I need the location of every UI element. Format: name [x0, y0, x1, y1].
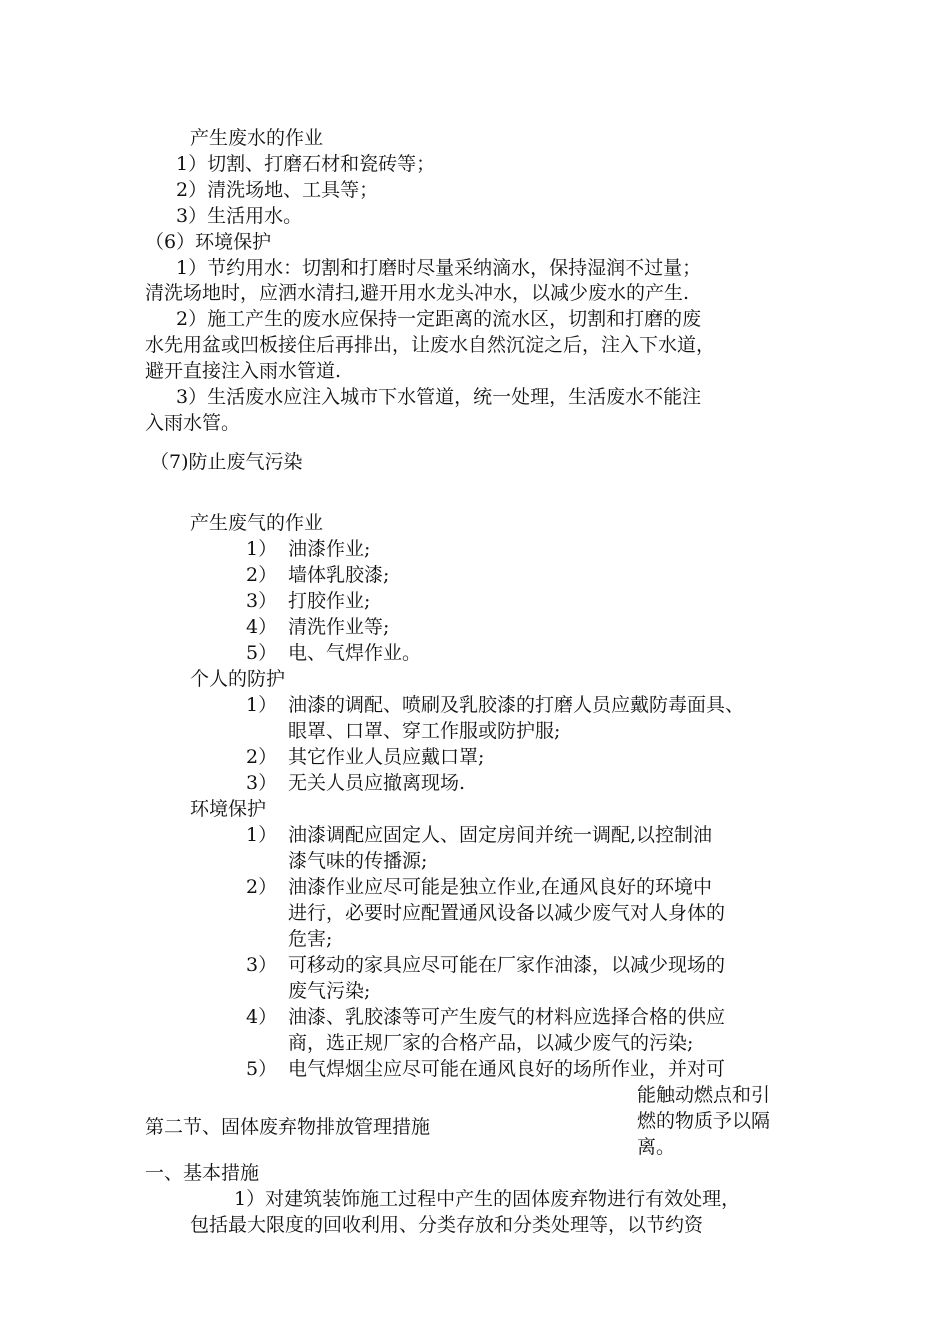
chapter-title: 第二节、固体废弃物排放管理措施	[145, 1116, 431, 1138]
list-item: 其它作业人员应戴口罩;	[288, 746, 485, 768]
waste-water-heading: 产生废水的作业	[190, 127, 324, 149]
subsection-title: 一、基本措施	[145, 1162, 260, 1184]
list-item: 进行，必要时应配置通风设备以减少废气对人身体的	[288, 902, 726, 924]
list-item: 油漆、乳胶漆等可产生废气的材料应选择合格的供应	[288, 1006, 726, 1028]
paragraph-line: 包括最大限度的回收利用、分类存放和分类处理等，以节约资	[190, 1214, 704, 1236]
list-number: 1）	[246, 694, 278, 716]
list-item: 墙体乳胶漆;	[288, 564, 390, 586]
section6-title: （6）环境保护	[145, 231, 272, 253]
overflow-text: 离。	[637, 1136, 676, 1158]
list-item: 油漆作业应尽可能是独立作业,在通风良好的环境中	[288, 876, 713, 898]
list-item: 商，选正规厂家的合格产品，以减少废气的污染;	[288, 1032, 694, 1054]
list-item: 油漆调配应固定人、固定房间并统一调配,以控制油	[288, 824, 713, 846]
paragraph-line: 1）节约用水：切割和打磨时尽量采纳滴水，保持湿润不过量；	[176, 257, 702, 279]
list-item: 2）清洗场地、工具等；	[176, 179, 379, 201]
list-item: 1）切割、打磨石材和瓷砖等；	[176, 153, 436, 175]
overflow-text: 能触动燃点和引	[637, 1084, 771, 1106]
list-item: 危害;	[288, 928, 333, 950]
list-number: 3）	[246, 772, 278, 794]
list-number: 5）	[246, 642, 278, 664]
list-item: 打胶作业;	[288, 590, 371, 612]
list-item: 清洗作业等;	[288, 616, 390, 638]
paragraph-line: 避开直接注入雨水管道.	[145, 360, 342, 382]
list-number: 2）	[246, 746, 278, 768]
list-item: 3）生活用水。	[176, 205, 303, 227]
list-number: 4）	[246, 616, 278, 638]
env-protection-heading: 环境保护	[190, 798, 267, 820]
paragraph-line: 3）生活废水应注入城市下水管道，统一处理，生活废水不能注	[176, 386, 702, 408]
list-number: 1）	[246, 538, 278, 560]
paragraph-line: 水先用盆或凹板接住后再排出，让废水自然沉淀之后，注入下水道，	[145, 334, 716, 356]
list-item: 眼罩、口罩、穿工作服或防护服;	[288, 720, 561, 742]
list-item: 电气焊烟尘应尽可能在通风良好的场所作业，并对可	[288, 1058, 726, 1080]
paragraph-line: 1）对建筑装饰施工过程中产生的固体废弃物进行有效处理，	[234, 1188, 741, 1210]
list-item: 油漆作业;	[288, 538, 371, 560]
list-item: 无关人员应撤离现场.	[288, 772, 466, 794]
waste-gas-heading: 产生废气的作业	[190, 512, 324, 534]
paragraph-line: 2）施工产生的废水应保持一定距离的流水区，切割和打磨的废	[176, 308, 702, 330]
list-number: 4）	[246, 1006, 278, 1028]
section7-title: （7)防止废气污染	[150, 451, 303, 473]
list-number: 1）	[246, 824, 278, 846]
paragraph-line: 清洗场地时，应洒水清扫,避开用水龙头冲水，以减少废水的产生.	[145, 282, 690, 304]
list-number: 2）	[246, 876, 278, 898]
list-number: 5）	[246, 1058, 278, 1080]
list-number: 3）	[246, 590, 278, 612]
paragraph-line: 入雨水管。	[145, 412, 241, 434]
list-item: 废气污染;	[288, 980, 371, 1002]
list-number: 3）	[246, 954, 278, 976]
list-item: 电、气焊作业。	[288, 642, 422, 664]
list-item: 漆气味的传播源;	[288, 850, 428, 872]
list-number: 2）	[246, 564, 278, 586]
personal-protection-heading: 个人的防护	[190, 668, 286, 690]
overflow-text: 燃的物质予以隔	[637, 1110, 771, 1132]
list-item: 可移动的家具应尽可能在厂家作油漆，以减少现场的	[288, 954, 726, 976]
list-item: 油漆的调配、喷刷及乳胶漆的打磨人员应戴防毒面具、	[288, 694, 745, 716]
